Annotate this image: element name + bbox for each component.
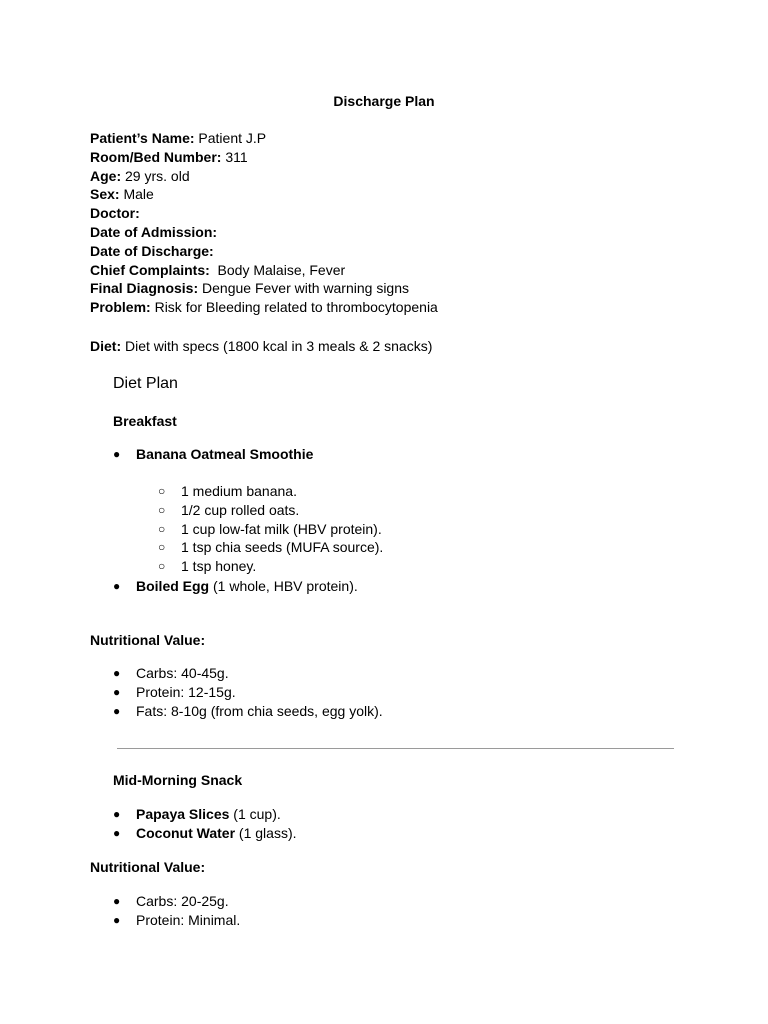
mid-morning-nutrition-heading: Nutritional Value: [90,859,206,875]
bullet-icon: ● [113,807,121,821]
mid-morning-nutrition-list [113,892,240,930]
breakfast-heading: Breakfast [113,413,177,429]
info-row-final-diagnosis [90,279,730,298]
info-value: Risk for Bleeding related to thrombocytopenia [150,299,438,316]
bullet-icon: ● [113,666,121,680]
diet-label: Diet: [90,338,122,354]
info-label: Room/Bed Number: [90,148,222,165]
circle-bullet-icon: ○ [158,484,166,498]
breakfast-item-list [113,445,313,464]
info-label: Chief Complaints: [90,261,210,278]
nutrition-text: Fats: 8-10g (from chia seeds, egg yolk). [136,703,383,719]
breakfast-nutrition-heading: Nutritional Value: [90,632,206,648]
info-value: Dengue Fever with warning signs [198,280,410,297]
bullet-icon: ● [113,704,121,718]
list-item [158,557,383,576]
info-row-doctor [90,204,730,223]
info-value: 29 yrs. old [121,167,190,184]
info-label: Date of Admission: [90,223,218,240]
info-row-chief-complaints [90,261,730,280]
mid-morning-heading: Mid-Morning Snack [113,772,243,788]
info-label: Problem: [90,299,151,316]
diet-plan-heading: Diet Plan [113,375,178,392]
ingredient-list [158,482,383,576]
item-name: Banana Oatmeal Smoothie [136,446,314,462]
bullet-icon: ● [113,685,121,699]
list-item [158,520,383,539]
info-label: Sex: [90,186,120,203]
bullet-icon: ● [113,894,121,908]
document-title: Discharge Plan [333,93,435,109]
info-row-sex [90,185,730,204]
info-value: 311 [221,148,248,165]
list-item [113,683,383,702]
breakfast-item-list-2 [113,577,358,596]
info-row-date-discharge [90,242,730,261]
item-name: Boiled Egg [136,578,210,594]
circle-bullet-icon: ○ [158,502,166,517]
info-row-room-bed [90,148,730,167]
info-row-date-admission [90,223,730,242]
nutrition-text: Protein: 12-15g. [136,684,236,700]
patient-info [90,129,730,317]
list-item [113,805,297,824]
ingredient-text: 1 cup low-fat milk (HBV protein). [181,520,382,537]
info-label: Date of Discharge: [90,242,214,259]
ingredient-text: 1/2 cup rolled oats. [181,501,300,518]
nutrition-text: Carbs: 20-25g. [136,893,229,909]
ingredient-text: 1 tsp honey. [181,558,257,575]
mid-morning-item-list [113,805,297,843]
info-label: Doctor: [90,205,140,222]
diet-value: Diet with specs (1800 kcal in 3 meals & 2 snacks) [121,338,433,354]
info-label: Patient’s Name: [90,130,195,146]
item-detail: (1 cup). [229,806,281,822]
bullet-icon: ● [113,826,121,840]
list-item [113,702,383,721]
info-value: Patient J.P [194,130,267,146]
diet-line [90,337,432,355]
list-item [113,445,313,464]
info-row-patient-name [90,129,730,148]
nutrition-text: Carbs: 40-45g. [136,665,229,681]
nutrition-text: Protein: Minimal. [136,912,241,928]
ingredient-text: 1 tsp chia seeds (MUFA source). [181,539,384,556]
item-name: Papaya Slices [136,806,230,822]
item-name: Coconut Water [136,825,236,841]
info-label: Age: [90,167,122,184]
ingredient-text: 1 medium banana. [181,483,297,499]
info-label: Final Diagnosis: [90,280,199,297]
list-item [113,892,240,911]
list-item [158,482,383,501]
list-item [158,538,383,557]
bullet-icon: ● [113,913,121,927]
section-divider [117,748,674,749]
list-item [158,501,383,520]
info-value: Body Malaise, Fever [209,261,346,278]
bullet-icon: ● [113,447,121,461]
list-item [113,577,358,596]
list-item [113,911,240,930]
breakfast-nutrition-list [113,664,383,721]
bullet-icon: ● [113,579,121,593]
circle-bullet-icon: ○ [158,540,166,555]
item-detail: (1 whole, HBV protein). [209,578,358,594]
info-row-age [90,167,730,186]
info-row-problem [90,298,730,317]
list-item [113,824,297,843]
circle-bullet-icon: ○ [158,521,166,536]
circle-bullet-icon: ○ [158,559,166,574]
list-item [113,664,383,683]
item-detail: (1 glass). [235,825,297,841]
info-value: Male [119,186,154,203]
